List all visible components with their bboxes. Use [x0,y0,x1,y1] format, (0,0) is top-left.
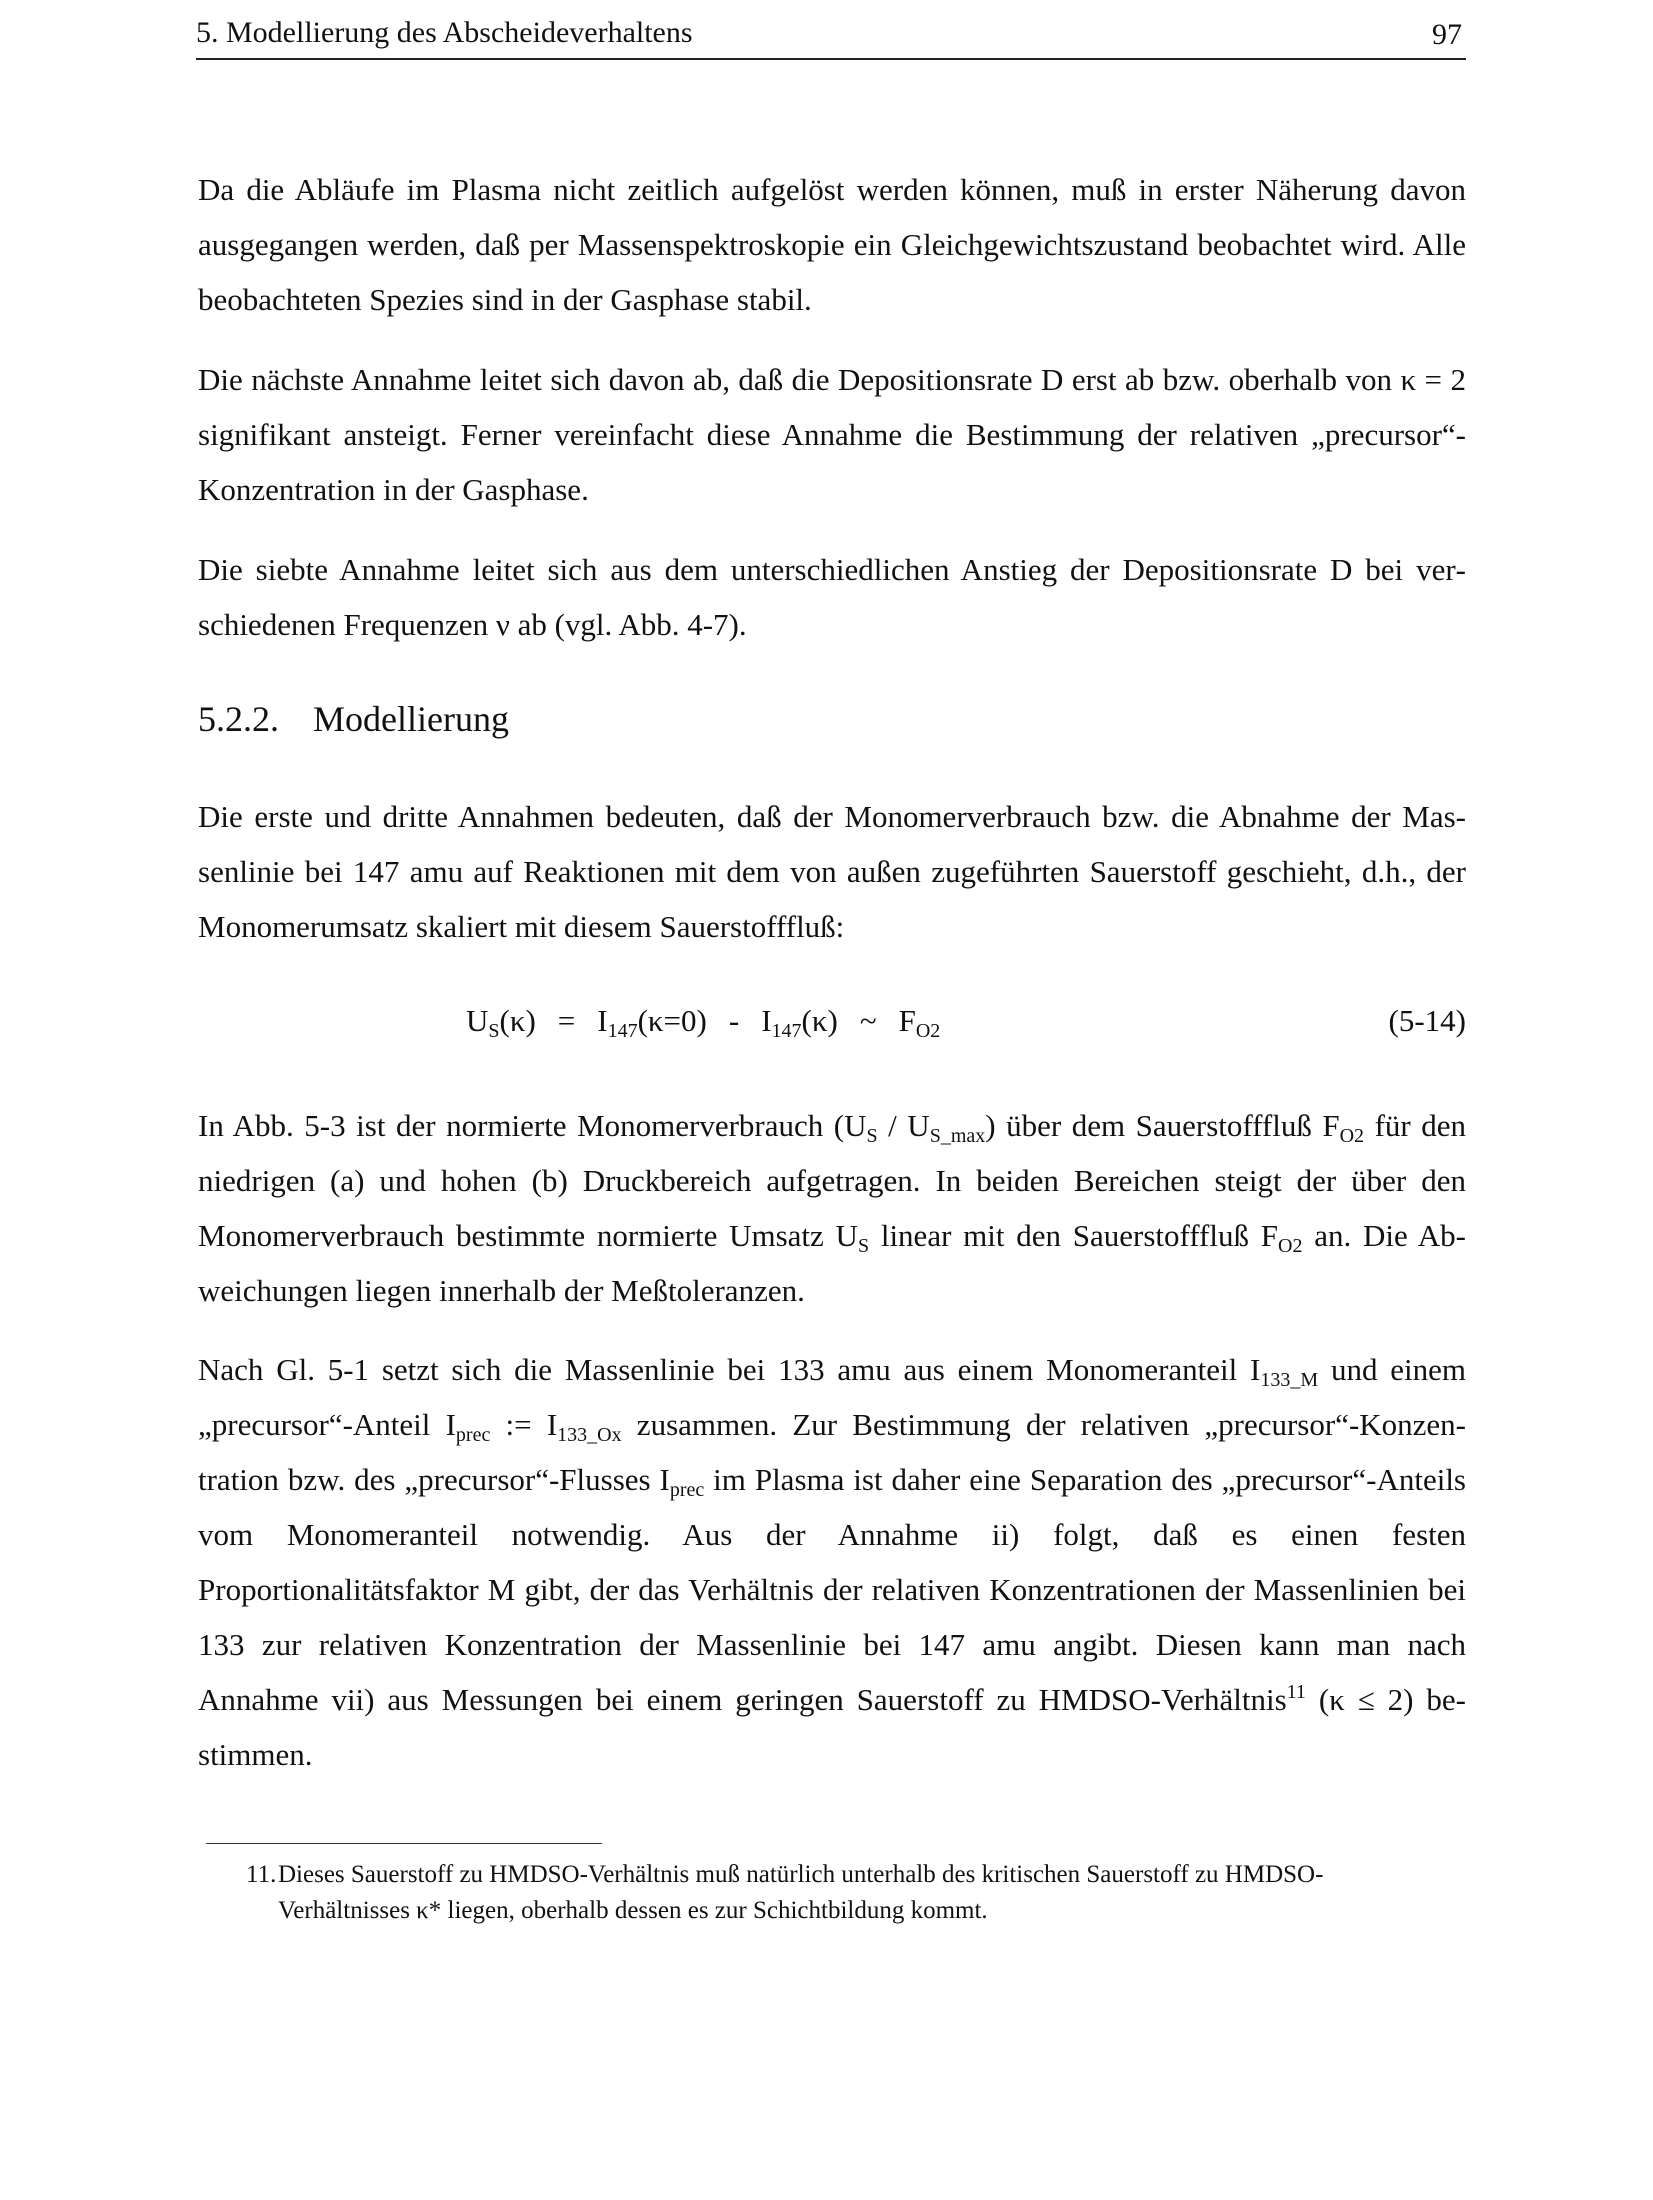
paragraph-4: Die erste und dritte Annahmen bedeuten, daß der Monomerverbrauch bzw. die Abnahme der Massenlinie bei 147 amu auf Reaktionen mit dem von außen zugeführten Sauerstoff geschieht, d.h., der Monomerumsatz skaliert mit diesem Sauerstofffluß: [198,799,1466,944]
equation-number: (5-14) [1388,1003,1466,1038]
equation-5-14 [198,1003,1466,1053]
footnote-11 [246,1857,1426,1929]
paragraph-1: Da die Abläufe im Plasma nicht zeitlich aufgelöst werden können, muß in erster Näherung davon ausgegangen werden, daß per Massenspektroskopie ein Gleichgewichtszustand beobachtet wird. Alle beobachteten Spezies sind in der Gasphase stabil. [198,172,1466,317]
paragraph-3: Die siebte Annahme leitet sich aus dem unterschiedlichen Anstieg der Depositionsrate D bei verschiedenen Frequenzen ν ab (vgl. Abb. 4-7). [198,552,1466,642]
paragraph-2: Die nächste Annahme leitet sich davon ab, daß die Depositionsrate D erst ab bzw. oberhalb von κ = 2 signifikant ansteigt. Ferner vereinfacht diese Annahme die Bestimmung der relativen „precursor“-Konzentration in der Gasphase. [198,362,1466,507]
section-number: 5.2.2. [198,699,279,739]
footnote-separator [206,1843,602,1844]
section-heading [198,698,509,740]
page-number: 97 [1432,18,1462,51]
running-header [196,10,1466,60]
equation-body: $U_S(\kappa) = I_{147}(\kappa=0) - I_{147}(\kappa)$ ~ $F_{O2}$ [466,1003,941,1042]
paragraph-6: Nach Gl. 5-1 setzt sich die Massenlinie bei 133 amu aus einem Monomeranteil $I_{133\_M}$ und einem „precursor“-Anteil $I_{prec}$ := $I_{133\_Ox}$ zusammen. Zur Bestimmung der relativen „precursor“-Konzentration bzw. des „precursor“-Flusses $I_{prec}$ im Plasma ist daher eine Separation des „precursor“-Anteils vom Monomeranteil notwendig. Aus der Annahme ii) folgt, daß es einen festen Proportionalitätsfaktor M gibt, der das Verhältnis der relativen Konzentrationen der Massenlinien bei 133 zur relativen Konzentration der Massenlinie bei 147 amu angibt. Diesen kann man nach Annahme vii) aus Messungen bei einem geringen Sauerstoff zu HMDSO-Verhältnis$^{11}$ (κ ≤ 2) bestimmen. [198,1352,1467,1772]
paragraph-5: In Abb. 5-3 ist der normierte Monomerverbrauch $(U_S / U_{S\_max})$ über dem Sauerstofffluß $F_{O2}$ für den niedrigen (a) und hohen (b) Druckbereich aufgetragen. In beiden Bereichen steigt der über den Monomerverbrauch bestimmte normierte Umsatz $U_S$ linear mit den Sauerstofffluß $F_{O2}$ an. Die Abweichungen liegen innerhalb der Meßtoleranzen. [198,1108,1467,1308]
footnote-text: Dieses Sauerstoff zu HMDSO-Verhältnis muß natürlich unterhalb des kritischen Sauerstoff zu HMDSO-Verhältnisses κ* liegen, oberhalb dessen es zur Schichtbildung kommt. [278,1861,1324,1924]
header-section-title: 5. Modellierung des Abscheideverhaltens [196,16,693,49]
section-title: Modellierung [313,699,509,739]
footnote-number: 11. [246,1861,277,1888]
